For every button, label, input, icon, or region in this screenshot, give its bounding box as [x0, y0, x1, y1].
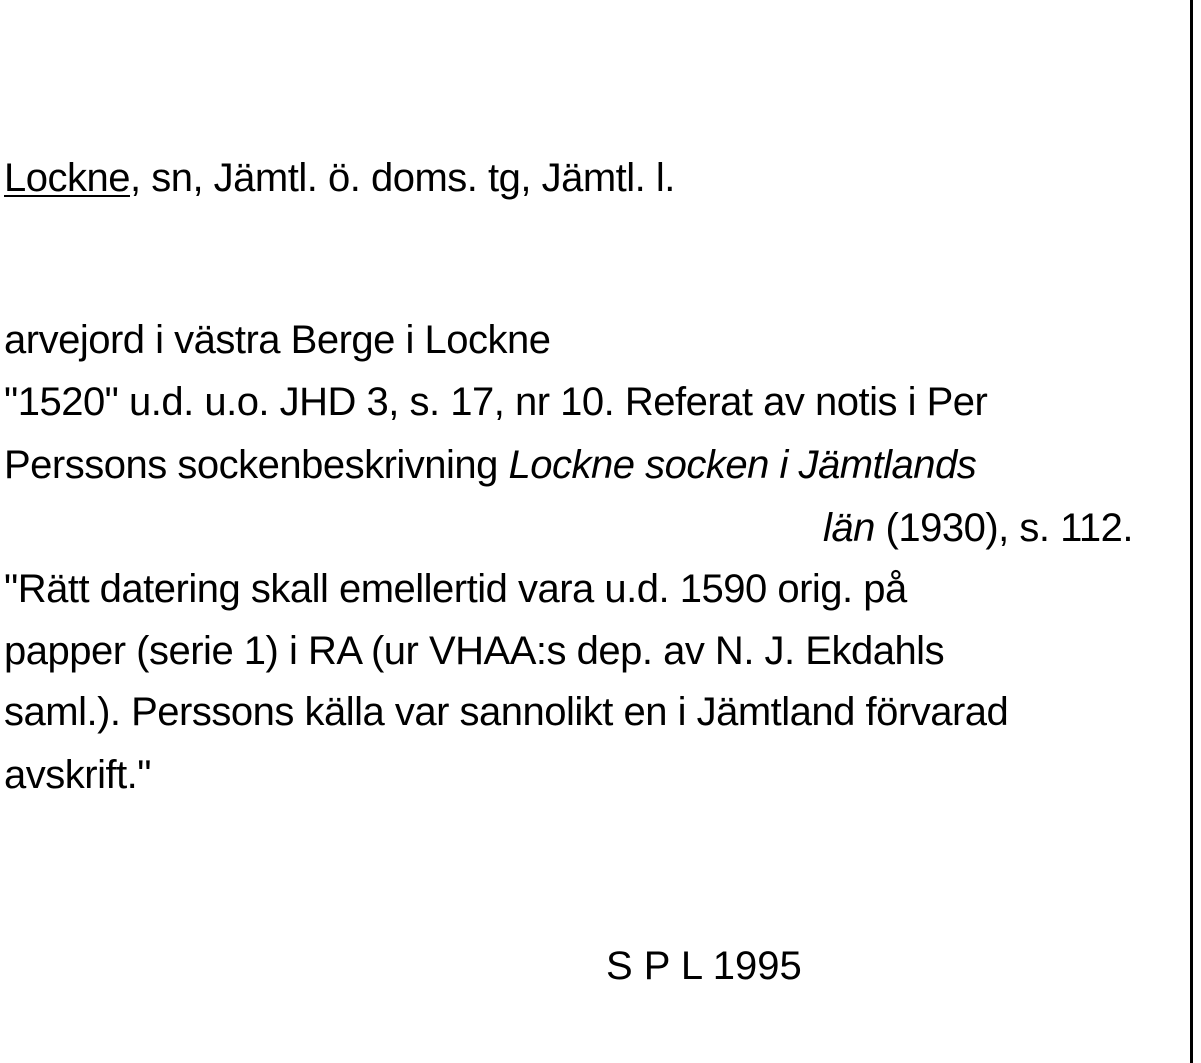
citation-line-3 — [823, 504, 1133, 552]
citation-prefix: Perssons sockenbeskrivning — [4, 443, 509, 487]
note-line-4: avskrift." — [4, 753, 151, 797]
place-details: , sn, Jämtl. ö. doms. tg, Jämtl. l. — [129, 156, 675, 200]
citation-line-1: "1520" u.d. u.o. JHD 3, s. 17, nr 10. Referat av notis i Per — [4, 380, 988, 424]
note-line-3: saml.). Perssons källa var sannolikt en i Jämtland förvarad — [4, 690, 1009, 734]
place-name: Lockne — [4, 156, 130, 200]
note-line-2: papper (serie 1) i RA (ur VHAA:s dep. av N. J. Ekdahls — [4, 629, 945, 673]
entry-heading — [4, 154, 675, 202]
note-line-1: "Rätt datering skall emellertid vara u.d. 1590 orig. på — [4, 567, 907, 611]
book-title-end: län — [823, 506, 875, 550]
citation-suffix: (1930), s. 112. — [874, 506, 1133, 550]
signature: S P L 1995 — [606, 944, 802, 988]
citation-line-2 — [4, 441, 976, 489]
card-edge-line — [1190, 0, 1193, 1063]
entry-subject: arvejord i västra Berge i Lockne — [4, 318, 551, 362]
book-title: Lockne socken i Jämtlands — [508, 443, 977, 487]
